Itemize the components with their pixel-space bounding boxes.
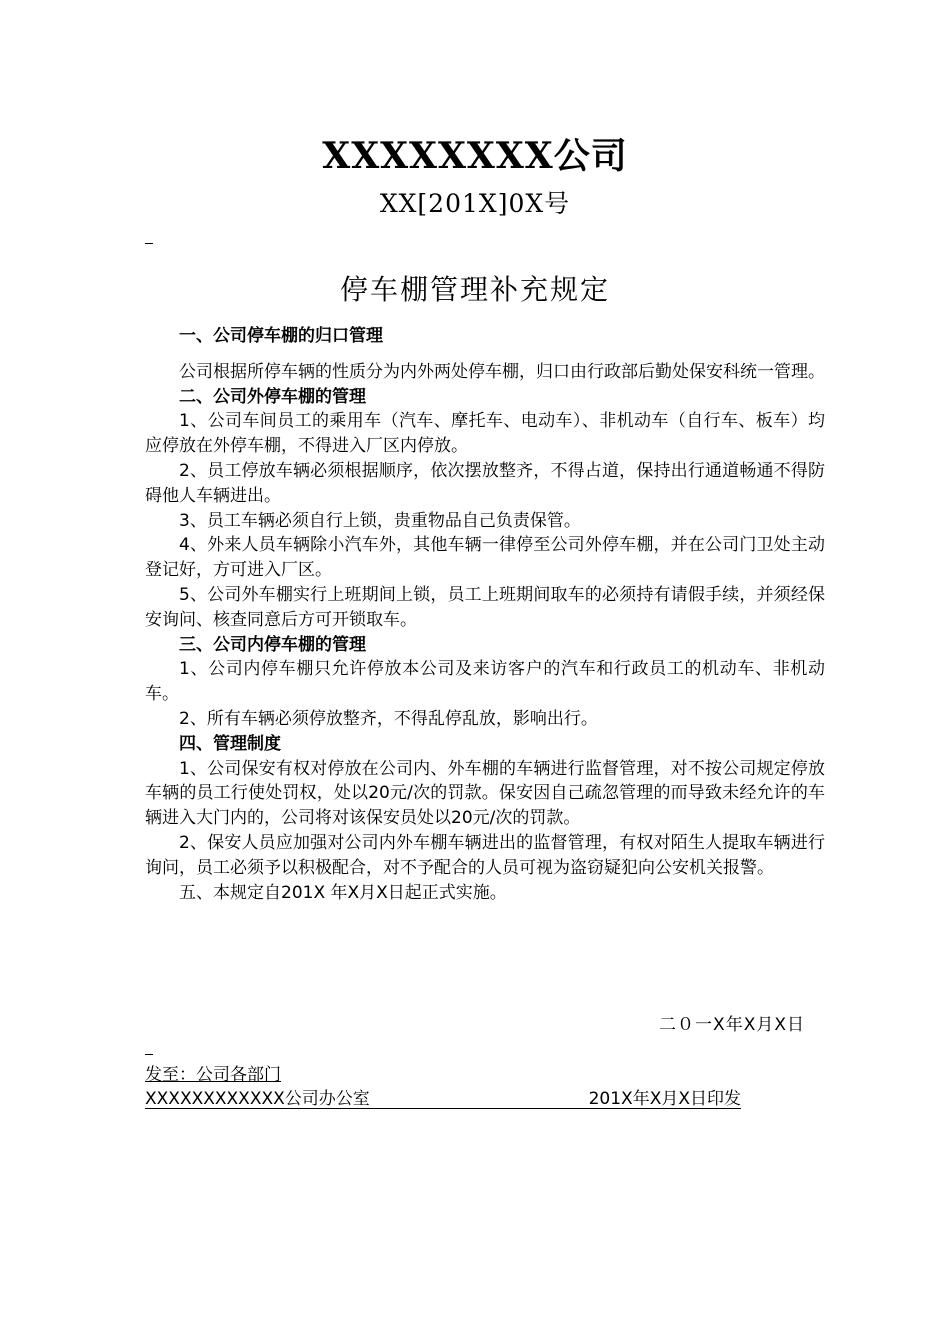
section-heading-3: 三、公司内停车棚的管理	[179, 634, 366, 655]
company-name: XXXXXXXX公司	[322, 135, 628, 177]
issuer-line	[145, 1084, 741, 1109]
paragraph: 2、保安人员应加强对公司内外车棚车辆进出的监督管理，有权对陌生人提取车辆进行询问，员工必须予以积极配合，对不予配合的人员可视为盗窃疑犯向公安机关报警。	[145, 832, 825, 878]
send-to-line: 发至：公司各部门	[145, 1065, 281, 1085]
paragraph: 3、员工车辆必须自行上锁，贵重物品自己负责保管。	[179, 510, 581, 531]
paragraph: 2、员工停放车辆必须根据顺序，依次摆放整齐，不得占道，保持出行通道畅通不得防碍他人车辆进出。	[145, 460, 825, 506]
paragraph: 1、公司内停车棚只允许停放本公司及来访客户的汽车和行政员工的机动车、非机动车。	[145, 659, 825, 705]
paragraph: 公司根据所停车辆的性质分为内外两处停车棚，归口由行政部后勤处保安科统一管理。	[179, 361, 825, 382]
section-heading-4: 四、管理制度	[179, 733, 281, 754]
paragraph: 五、本规定自201X 年X月X日起正式实施。	[179, 882, 507, 903]
document-title: 停车棚管理补充规定	[339, 273, 610, 306]
document-number: XX[201X]0X号	[379, 189, 571, 218]
paragraph: 4、外来人员车辆除小汽车外，其他车辆一律停至公司外停车棚，并在公司门卫处主动登记好，方可进入厂区。	[145, 535, 825, 581]
issuer-office: XXXXXXXXXXXX公司办公室	[145, 1089, 370, 1109]
paragraph: 1、公司保安有权对停放在公司内、外车棚的车辆进行监督管理，对不按公司规定停放车辆的员工行使处罚权，处以20元/次的罚款。保安因自己疏忽管理的而导致未经允许的车辆进入大门内的，公司将对该保安员处以20元/次的罚款。	[145, 758, 825, 829]
section-heading-2: 二、公司外停车棚的管理	[179, 386, 366, 407]
issue-date: 201X年X月X日印发	[588, 1089, 741, 1109]
sign-date: 二０一X年X月X日	[659, 1015, 805, 1035]
paragraph: 1、公司车间员工的乘用车（汽车、摩托车、电动车）、非机动车（自行车、板车）均应停放在外停车棚，不得进入厂区内停放。	[145, 411, 825, 457]
paragraph: 2、所有车辆必须停放整齐，不得乱停乱放，影响出行。	[179, 708, 598, 729]
section-heading-1: 一、公司停车棚的归口管理	[179, 326, 383, 346]
margin-mark	[145, 1054, 153, 1055]
document-body	[145, 324, 825, 905]
paragraph: 5、公司外车棚实行上班期间上锁，员工上班期间取车的必须持有请假手续，并须经保安询问、核查同意后方可开锁取车。	[145, 584, 825, 630]
margin-mark	[145, 243, 153, 244]
